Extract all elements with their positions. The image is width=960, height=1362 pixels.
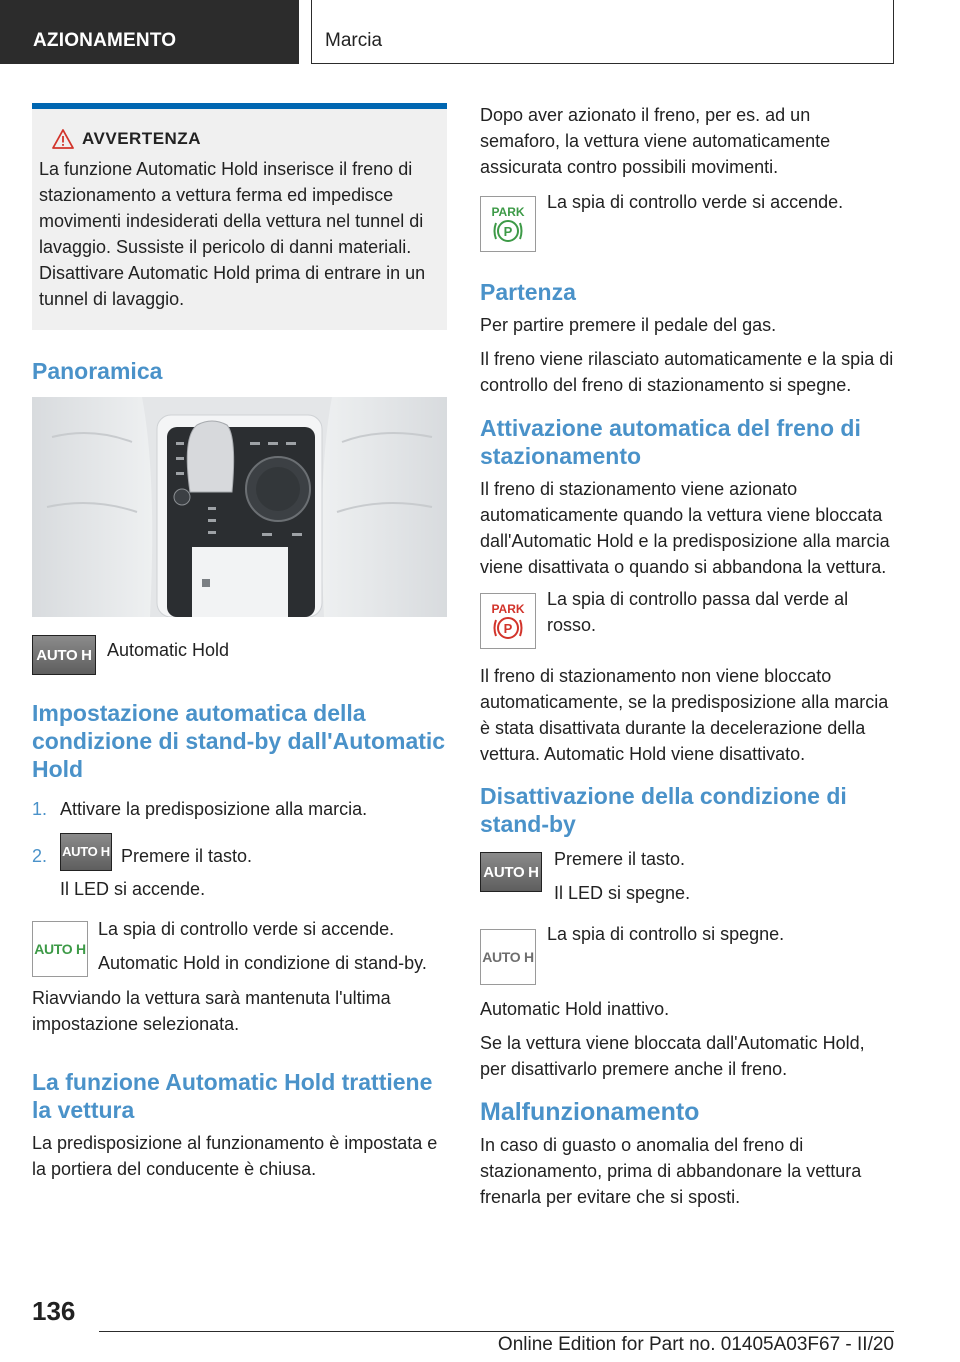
svg-text:PARK: PARK bbox=[491, 602, 525, 616]
heading-impostazione: Impostazione automatica della condizione di stand-by dall'Automatic Hold bbox=[32, 700, 446, 782]
warning-title: AVVERTENZA bbox=[82, 129, 201, 148]
svg-text:PARK: PARK bbox=[491, 205, 525, 219]
lamp-off-text: La spia di controllo si spegne. bbox=[547, 924, 785, 944]
inactive-text: Automatic Hold inattivo. bbox=[480, 999, 670, 1019]
heading-disattivazione: Disattivazione della condizione di stand-by bbox=[480, 783, 847, 837]
heading-malfunzionamento: Malfunzionamento bbox=[480, 1098, 700, 1126]
footer-divider bbox=[99, 1331, 894, 1332]
heading-attivazione: Attivazione automatica del freno di stazionamento bbox=[480, 415, 861, 469]
step-text: Attivare la predisposizione alla marcia. bbox=[60, 799, 368, 819]
lamp-off-row bbox=[480, 924, 894, 985]
center-console-illustration bbox=[32, 397, 447, 617]
auto-h-key-icon: AUTO H bbox=[32, 635, 96, 675]
heading-panoramica: Panoramica bbox=[32, 358, 163, 384]
warning-title-row bbox=[39, 129, 439, 149]
svg-text:P: P bbox=[503, 621, 513, 636]
auto-h-key-icon: AUTO H bbox=[480, 852, 542, 892]
header-section-tab bbox=[0, 0, 299, 64]
step-text: Premere il tasto. bbox=[121, 846, 253, 866]
disattivazione-text: Se la vettura viene bloccata dall'Automatic Hold, per disattivarlo premere anche il freno. bbox=[480, 1033, 865, 1079]
console-photo bbox=[32, 397, 447, 617]
attivazione-text: Il freno di stazionamento viene azionato automaticamente quando la vettura viene bloccata dall'Automatic Hold e la predisposizione alla marcia viene disattivata o quando si abbandona la vettura. bbox=[480, 479, 890, 577]
partenza-text-1: Per partire premere il pedale del gas. bbox=[480, 315, 777, 335]
right-column bbox=[480, 102, 894, 1210]
page-number: 136 bbox=[32, 1296, 76, 1326]
led-off-text: Il LED si spegne. bbox=[554, 883, 691, 903]
left-column bbox=[32, 103, 447, 1182]
led-on-text: Il LED si accende. bbox=[60, 879, 206, 899]
svg-text:P: P bbox=[503, 224, 513, 239]
header-chapter-title: Marcia bbox=[325, 30, 383, 51]
auto-h-gray-lamp-icon: AUTO H bbox=[480, 929, 536, 985]
header-chapter-box bbox=[311, 0, 894, 64]
trattiene-continued-text: Dopo aver azionato il freno, per es. ad un semaforo, la vettura viene automaticamente assicurata contro possibili movimenti. bbox=[480, 105, 831, 177]
step-item bbox=[32, 833, 447, 869]
header-section-title: AZIONAMENTO bbox=[33, 30, 177, 51]
press-button-text: Premere il tasto. bbox=[554, 849, 686, 869]
park-green-text: La spia di controllo verde si accende. bbox=[547, 192, 844, 212]
heading-trattiene: La funzione Automatic Hold trattiene la vettura bbox=[32, 1069, 433, 1123]
warning-box bbox=[32, 103, 447, 330]
park-green-row bbox=[480, 194, 894, 252]
park-red-lamp-icon bbox=[480, 593, 536, 649]
malfunzionamento-text: In caso di guasto o anomalia del freno di stazionamento, prima di abbandonare la vettura frenarla per evitare che si sposti. bbox=[480, 1135, 862, 1207]
auto-h-key-icon: AUTO H bbox=[60, 833, 112, 871]
warning-text: La funzione Automatic Hold inserisce il freno di stazionamento a vettura ferma ed impedisce movimenti indesiderati della vettura nel tunnel di lavaggio. Sussiste il pericolo di danni materiali. Disattivare Automatic Hold prima di entrare in un tunnel di lavaggio. bbox=[39, 159, 426, 309]
green-lamp-row bbox=[32, 916, 447, 977]
restart-text: Riavviando la vettura sarà mantenuta l'ultima impostazione selezionata. bbox=[32, 988, 391, 1034]
automatic-hold-button-row bbox=[32, 635, 447, 675]
automatic-hold-label: Automatic Hold bbox=[107, 640, 230, 660]
disattivazione-key-row bbox=[480, 846, 894, 906]
park-red-row bbox=[480, 591, 894, 649]
step-number: 2. bbox=[32, 846, 48, 866]
lamp-green-text: La spia di controllo verde si accende. bbox=[98, 919, 395, 939]
standby-text: Automatic Hold in condizione di stand-by. bbox=[98, 953, 427, 973]
partenza-text-2: Il freno viene rilasciato automaticamente e la spia di controllo del freno di stazionamento si spegne. bbox=[480, 349, 894, 395]
trattiene-text: La predisposizione al funzionamento è impostata e la portiera del conducente è chiusa. bbox=[32, 1133, 438, 1179]
step-number: 1. bbox=[32, 799, 48, 819]
footer-edition: Online Edition for Part no. 01405A03F67 - II/20 bbox=[497, 1334, 894, 1355]
warning-triangle-icon bbox=[52, 129, 74, 149]
auto-h-green-lamp-icon: AUTO H bbox=[32, 921, 88, 977]
attivazione-text-2: Il freno di stazionamento non viene bloccato automaticamente, se la predisposizione alla marcia è stata disattivata durante la decelerazione della vettura. Automatic Hold viene disattivato. bbox=[480, 666, 889, 764]
park-red-text: La spia di controllo passa dal verde al rosso. bbox=[547, 589, 849, 635]
step-item bbox=[32, 796, 447, 822]
park-green-lamp-icon bbox=[480, 196, 536, 252]
impostazione-steps bbox=[32, 796, 447, 869]
heading-partenza: Partenza bbox=[480, 279, 576, 305]
